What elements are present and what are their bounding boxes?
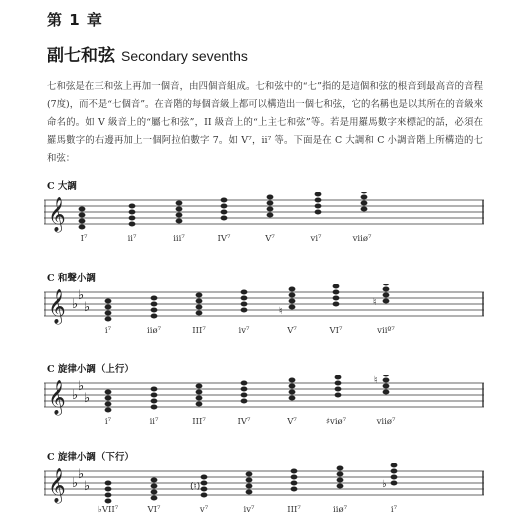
title-english: Secondary sevenths (121, 48, 248, 64)
chord-label: V⁷ (287, 326, 297, 336)
svg-text:♭: ♭ (72, 476, 79, 491)
chord-label: I⁷ (80, 234, 88, 244)
staff-c-melodic-minor-ascending-svg (44, 375, 484, 419)
chord-label: iv⁷ (238, 326, 250, 336)
svg-text:♮: ♮ (374, 375, 378, 386)
section-label-c-harmonic-minor: C 和聲小調 (47, 273, 96, 284)
treble-clef-icon: 𝄞 (48, 289, 66, 324)
chord-label: i⁷ (390, 505, 398, 515)
chord-label: viiº⁷ (377, 326, 395, 336)
chord-label: iv⁷ (243, 505, 255, 515)
chord-label: v⁷ (199, 505, 209, 515)
chord-label: III⁷ (287, 505, 301, 515)
svg-text:♭: ♭ (78, 467, 85, 482)
section-label-c-melodic-minor-ascending: C 旋律小調（上行） (47, 364, 134, 375)
staff-c-major-svg (44, 192, 484, 236)
chord-label: V⁷ (287, 417, 297, 427)
chord-label: ii⁷ (149, 417, 159, 427)
chord-label: i⁷ (104, 417, 112, 427)
svg-text:♮: ♮ (279, 306, 283, 317)
svg-text:♭: ♭ (382, 479, 387, 490)
chord-label: ♯viø⁷ (325, 417, 347, 427)
chord-label: viiø⁷ (376, 417, 396, 427)
svg-text:♭: ♭ (72, 388, 79, 403)
chord-label: V⁷ (265, 234, 275, 244)
chord-label: IV⁷ (237, 417, 251, 427)
chord-label: iiø⁷ (147, 326, 161, 336)
title-chinese: 副七和弦 (47, 46, 115, 66)
chord-label: IV⁷ (217, 234, 231, 244)
chord-label: VI⁷ (329, 326, 343, 336)
staff-c-melodic-minor-ascending (44, 375, 484, 419)
chord-label: vi⁷ (310, 234, 322, 244)
chord-label: ii⁷ (127, 234, 137, 244)
section-label-c-melodic-minor-descending: C 旋律小調（下行） (47, 452, 134, 463)
chord-label: VI⁷ (147, 505, 161, 515)
treble-clef-icon: 𝄞 (48, 197, 66, 232)
chord-label: viiø⁷ (352, 234, 372, 244)
chord-label: i⁷ (104, 326, 112, 336)
svg-text:♭: ♭ (84, 479, 91, 494)
chapter-heading: 第 1 章 (47, 11, 103, 29)
staff-c-harmonic-minor-svg (44, 284, 484, 328)
svg-text:♭: ♭ (84, 391, 91, 406)
svg-text:♭: ♭ (78, 288, 85, 303)
staff-c-melodic-minor-descending-svg (44, 463, 484, 507)
section-label-c-major: C 大調 (47, 181, 77, 192)
treble-clef-icon: 𝄞 (48, 380, 66, 415)
chord-label: iii⁷ (173, 234, 185, 244)
staff-c-melodic-minor-descending (44, 463, 484, 507)
svg-text:♭: ♭ (84, 300, 91, 315)
chord-label: ♭VII⁷ (97, 505, 119, 515)
chord-label: III⁷ (192, 326, 206, 336)
staff-c-harmonic-minor (44, 284, 484, 328)
svg-text:(♮): (♮) (190, 482, 201, 492)
chord-label: iiø⁷ (333, 505, 347, 515)
page-title (47, 41, 248, 66)
staff-c-major (44, 192, 484, 236)
chord-label: III⁷ (192, 417, 206, 427)
intro-paragraph: 七和弦是在三和弦上再加一個音，由四個音組成。七和弦中的“七”指的是這個和弦的根音到最高音的音程(7度)，而不是“七個音”。在音階的每個音級上都可以構造出一個七和弦，它的名稱也是以其所在的音級來命名的。如 V 級音上的“屬七和弦”，II 級音上的“上主七和弦”等。若是用羅馬數字來標記的話，必須在羅馬數字的右邊再加上一個阿拉伯數字 7。如 V⁷，ii⁷ 等。下面是在 C 大調和 C 小調音階上所構造的七和弦： (47, 81, 483, 164)
svg-text:♮: ♮ (373, 297, 377, 308)
svg-text:♭: ♭ (78, 379, 85, 394)
svg-text:♭: ♭ (72, 297, 79, 312)
treble-clef-icon: 𝄞 (48, 468, 66, 503)
